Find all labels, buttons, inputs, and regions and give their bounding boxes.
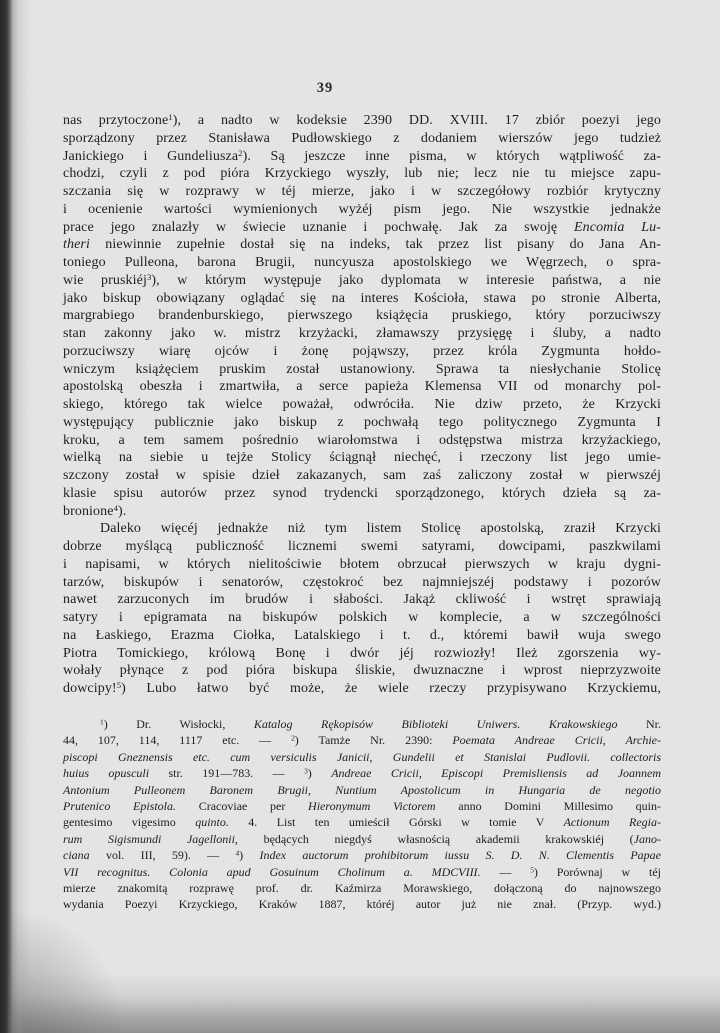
footnote-line [63,864,661,880]
body-text-line [63,591,661,609]
text-segment: Piotra Tomickiego, królową Bonę i dwór jéj rozwiozły! Ileż zgorszenia wy- [63,645,661,661]
body-text-line [63,556,661,574]
italic-text-segment: rum Sigismundi Jagellonii, [63,831,238,846]
text-segment: ) Tamże Nr. 2390: [294,733,453,748]
italic-text-segment: quinto. [195,815,229,830]
text-segment: wołały płynące z pod pióra biskupa śliskie, dwuznaczne i wprost nieprzyzwoite [63,663,661,679]
text-segment: kroku, a tem samem pośrednio wiarołomstwa i odstępstwa mistrza krzyżackiego, [63,432,661,448]
footnote-marker: 2 [291,734,295,744]
text-segment: dobrze myślącą publiczność licznemi swemi satyrami, dowcipami, paszkwilami [63,539,661,554]
page-number: 39 [316,80,334,96]
italic-text-segment: Encomia Lu- [574,219,661,235]
footnotes-block [63,716,661,913]
text-segment: szczania się w rozprawy w téj mierze, jako i w szczegółowy rozbiór krytyczny [63,184,661,199]
text-segment: ) [307,766,332,781]
text-segment: ), w którym występuje jako dyplomata w interesie państwa, a nie [151,272,661,288]
text-segment: Janickiego i Gundeliusza [63,148,239,164]
footnote-line [63,782,661,798]
body-text-line [63,609,661,627]
text-segment: będących niegdyś własnością akademii krakowskiéj ( [237,831,634,846]
text-segment: wielką na siebie u tejże Stolicy ściągnął niechęć, i rzeczony list jego umie- [63,450,661,466]
italic-text-segment: Prutenico Epistola. [63,798,177,813]
italic-text-segment: Colonia apud Gosuinum Cholinum a. MDCVIII. [169,864,481,879]
text-segment: vol. III, 59). — [89,848,236,863]
italic-text-segment: huius opusculi [63,766,150,781]
body-text-line [63,485,661,503]
text-segment: margrabiego brandenburskiego, pierwszego książęcia pruskiego, który porzuciwszy [63,308,661,324]
footnote-line [63,814,661,830]
text-segment: na Łaskiego, Erazma Ciołka, Latalskiego i t. d., któremi bawił wuja swego [63,627,661,643]
footnote-line [63,831,661,847]
body-text-line [63,503,661,521]
footnote-marker: 1 [168,112,173,123]
text-segment: gentesimo vigesimo [63,815,196,830]
text-segment: porzuciwszy wiarę ojców i żonę pojąwszy, przez króla Zygmunta hołdo- [63,343,661,359]
body-text-line [63,574,661,592]
body-text-line [63,165,661,183]
text-segment: anno Domini Millesimo quin- [435,798,661,813]
text-segment: wydania Poezyi Krzyckiego, Kraków 1887, któréj autor już nie znał. (Przyp. wyd.) [63,897,661,912]
text-segment: mierze znakomitą rozprawę prof. dr. Kaźmirza Morawskiego, dołączoną do najnowszego [63,880,661,895]
body-text-line [63,662,661,680]
body-text-line [63,538,661,556]
text-segment: ) [239,848,260,863]
footnote-marker: 5 [116,680,122,691]
footnote-line [63,749,661,765]
body-text-line [63,236,661,254]
body-text-line [63,378,661,396]
binding-gutter-shadow [0,0,30,1033]
footnote-marker: 2 [238,147,243,158]
footnote-line [63,765,661,781]
italic-text-segment: ciana [63,848,90,863]
body-text-line [63,414,661,432]
text-segment: szczony został w spisie dzieł zakazanych, sam zaś zaliczony został w pierwszéj [63,468,661,483]
footnote-line [63,847,661,863]
italic-text-segment: Antonium Pulleonem Baronem Brugii, Nuntium Apostolicum in Hungaria de negotio [63,782,661,797]
footnote-marker: 4 [113,502,119,513]
italic-text-segment: VII recognitus. [63,864,151,879]
text-segment: tarzów, biskupów i senatorów, częstokroć bez najmniejszéj podstawy i pozorów [63,574,661,590]
text-segment: — [480,864,531,879]
footnote-line [63,798,661,814]
text-segment: chodzi, czyli z pod pióra Krzyckiego wyszły, lub nie; lecz nie tu miejsce zapu- [63,166,661,182]
text-segment: satyry i epigramata na biskupów polskich w komplecie, a w szczególności [63,610,661,625]
footnote-line [63,732,661,748]
body-text-line [63,272,661,290]
text-segment: niewinnie zupełnie dostał się na indeks, tak przez list pisany do Jana An- [89,237,661,253]
text-segment: bronione [63,503,114,519]
italic-text-segment: Andreae Cricii, Episcopi Premisliensis ad Joannem [331,766,662,781]
text-segment: ) Porównaj w téj [533,864,661,879]
text-segment: ). Są jeszcze inne pisma, w których wątpliwość za- [242,148,661,164]
text-segment [150,865,169,879]
body-text-line [63,627,661,645]
footnote-marker: 5 [530,865,534,875]
text-segment: dowcipy! [63,681,117,696]
footnote-marker: 1 [100,717,104,727]
body-text-line [63,361,661,379]
text-segment: ), a nadto w kodeksie 2390 DD. XVIII. 17 zbiór poezyi jego [172,113,661,128]
footnote-line [63,880,661,896]
body-text-block [63,112,661,698]
italic-text-segment: Poemata Andreae Cricii, Archie- [452,733,662,748]
body-text-line [63,307,661,325]
text-segment: i ocenienie wartości wymienionych wyżéj pism jego. Nie wszystkie jednakże [63,201,661,217]
body-text-line [63,290,661,308]
text-segment: apostolską obeszła i zmartwiła, a serce papieża Klemensa VII od monarchy pol- [63,379,661,395]
body-text-line [63,148,661,166]
footnote-marker: 4 [235,848,240,858]
text-segment: wniczym książęciem pruskim został ustanowiony. Sprawa ta niesłychanie Stolicę [63,361,661,377]
text-segment: jako biskup obowiązany oglądać się na interes Kościoła, stawa po stronie Alberta, [63,290,661,306]
text-segment: stan zakonny jako w. mistrz krzyżacki, złamawszy przysięgę i śluby, a nadto [63,326,661,341]
text-segment: 4. List ten umieścił Górski w tomie V [228,815,564,830]
body-text-line [63,254,661,272]
text-segment: Nr. [617,717,661,731]
body-text-line [63,467,661,485]
body-text-line [63,325,661,343]
text-segment: ) Dr. Wisłocki, [103,717,254,731]
text-segment: str. 191—783. — [149,766,305,781]
text-segment: i napisami, w których nielitościwie błotem obrzucał pierwszych w kraju dygni- [63,556,661,572]
text-segment: nawet zarzuconych im brudów i słabości. Jakąż ckliwość i wstręt sprawiają [63,592,661,608]
body-text-line [63,520,661,538]
italic-text-segment: theri [63,237,90,253]
text-segment: prace jego znalazły w świecie uznanie i pochwałę. Jak za swoję [63,219,575,235]
footnote-marker: 3 [146,271,152,282]
text-segment: sporządzony przez Stanisława Pudłowskiego z dodaniem wierszów jego tudzież [63,130,661,146]
text-segment: wie pruskiéj [63,272,147,288]
text-segment: 44, 107, 114, 1117 etc. — [63,733,292,748]
body-text-line [63,112,661,130]
footnote-line [63,896,661,912]
text-segment: klasie spisu autorów przez synod trydencki sporządzonego, których dzieła są za- [63,485,661,501]
body-text-line [63,645,661,663]
body-text-line [63,219,661,237]
bottom-scan-shadow [0,973,720,1033]
body-text-line [63,396,661,414]
footnote-line [63,716,661,732]
italic-text-segment: Actionum Regia- [563,815,661,830]
italic-text-segment: Katalog Rękopisów Biblioteki Uniwers. Krakowskiego [253,717,618,731]
text-segment: ). [118,503,127,519]
body-text-line [63,201,661,219]
italic-text-segment: Jano- [633,831,661,846]
body-text-line [63,449,661,467]
text-segment: nas przytoczone [63,113,169,128]
text-segment: toniego Pulleona, barona Brugii, nuncyusza apostolskiego we Węgrzech, o spra- [63,255,661,270]
text-segment: występujący publicznie jako biskup z pochwałą tego politycznego Zygmunta I [63,414,661,430]
italic-text-segment: Hieronymum Victorem [308,798,436,813]
body-text-line [63,680,661,698]
italic-text-segment: Index auctorum prohibitorum iussu S. D. N. Clementis Papae [259,848,662,863]
body-text-line [63,432,661,450]
text-segment: Cracoviae per [176,798,309,813]
text-segment: skiego, którego tak wielce poważał, odwróciła. Nie dziw przeto, że Krzycki [63,397,661,412]
body-text-line [63,343,661,361]
body-text-line [63,183,661,201]
footnote-marker: 3 [304,766,308,776]
text-segment: ) Lubo łatwo być może, że wiele rzeczy przypisywano Krzyckiemu, [121,681,661,696]
text-segment: Daleko więcéj jednakże niż tym listem Stolicę apostolską, zraził Krzycki [100,521,661,537]
italic-text-segment: piscopi Gneznensis etc. cum versiculis Janicii, Gundelii et Stanislai Pudlovii. collectoris [63,749,661,764]
body-text-line [63,130,661,148]
